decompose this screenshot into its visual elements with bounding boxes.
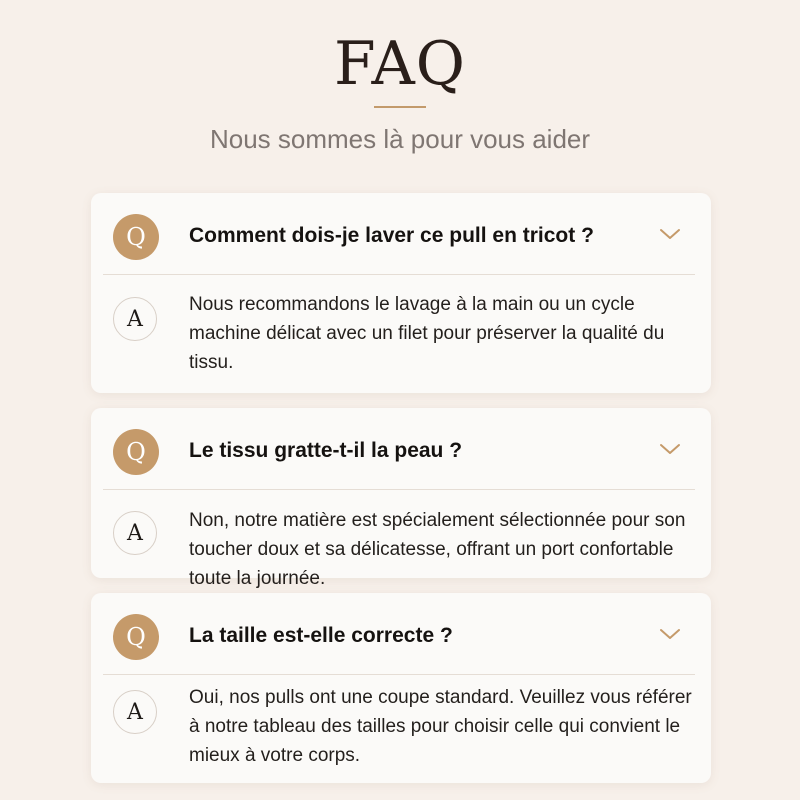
faq-divider	[103, 489, 695, 490]
page-title: FAQ	[334, 29, 466, 99]
faq-header	[0, 28, 800, 155]
chevron-down-icon[interactable]	[659, 442, 681, 456]
faq-question-toggle[interactable]	[91, 408, 711, 488]
faq-question[interactable]: La taille est-elle correcte ?	[189, 624, 453, 647]
faq-divider	[103, 674, 695, 675]
faq-divider	[103, 274, 695, 275]
faq-answer: Non, notre matière est spécialement sélectionnée pour son toucher doux et sa délicatesse, offrant un port confortable toute la journée.	[189, 510, 686, 589]
faq-item	[91, 593, 711, 783]
faq-item	[91, 408, 711, 589]
faq-question-toggle[interactable]	[91, 193, 711, 273]
answer-badge: A	[113, 511, 157, 555]
faq-item	[91, 193, 711, 393]
faq-question[interactable]: Le tissu gratte-t-il la peau ?	[189, 439, 463, 462]
faq-answer: Nous recommandons le lavage à la main ou un cycle machine délicat avec un filet pour préserver la qualité du tissu.	[189, 294, 665, 373]
question-badge: Q	[113, 614, 159, 660]
question-badge: Q	[113, 429, 159, 475]
question-badge: Q	[113, 214, 159, 260]
faq-question[interactable]: Comment dois-je laver ce pull en tricot ?	[189, 224, 594, 247]
chevron-down-icon[interactable]	[659, 227, 681, 241]
page-subtitle: Nous sommes là pour vous aider	[209, 124, 591, 154]
faq-question-toggle[interactable]	[91, 593, 711, 673]
answer-badge: A	[113, 690, 157, 734]
answer-badge: A	[113, 297, 157, 341]
chevron-down-icon[interactable]	[659, 627, 681, 641]
faq-answer: Oui, nos pulls ont une coupe standard. Veuillez vous référer à notre tableau des tailles pour choisir celle qui convient le mieux à votre corps.	[189, 687, 692, 766]
title-underline	[374, 106, 426, 108]
